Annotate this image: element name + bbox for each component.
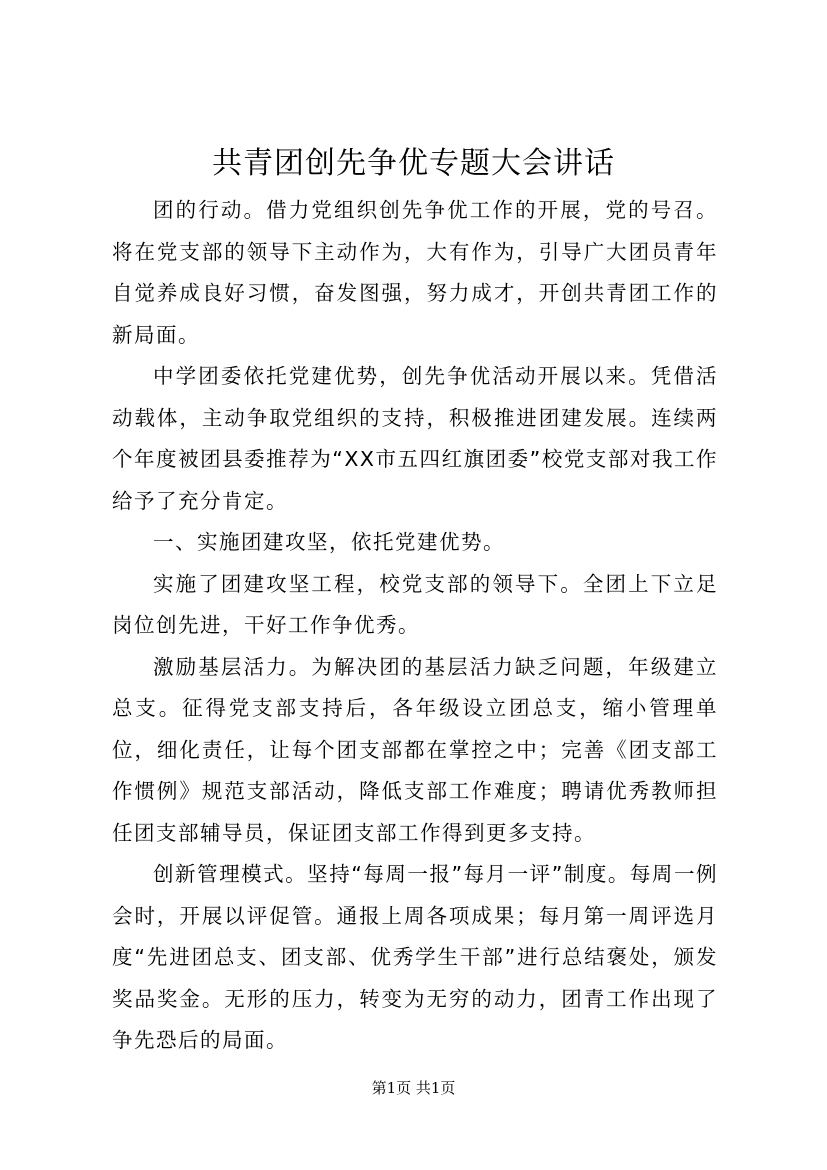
paragraph: 激励基层活力。为解决团的基层活力缺乏问题，年级建立总支。征得党支部支持后，各年级设立团总支，缩小管理单位，细化责任，让每个团支部都在掌控之中；完善《团支部工作惯例》规范支部活动，降低支部工作难度；聘请优秀教师担任团支部辅导员，保证团支部工作得到更多支持。 (112, 654, 718, 845)
paragraph: 中学团委依托党建优势，创先争优活动开展以来。凭借活动载体，主动争取党组织的支持，积极推进团建发展。连续两个年度被团县委推荐为“XX市五四红旗团委”校党支部对我工作给予了充分肯定。 (112, 364, 718, 513)
document-title: 共青团创先争优专题大会讲话 (212, 146, 615, 181)
paragraph: 创新管理模式。坚持“每周一报”每月一评”制度。每周一例会时，开展以评促管。通报上周各项成果；每月第一周评选月度“先进团总支、团支部、优秀学生干部”进行总结褒处，颁发奖品奖金。无形的压力，转变为无穷的动力，团青工作出现了争先恐后的局面。 (112, 862, 718, 1052)
section-heading: 一、实施团建攻坚，依托党建优势。 (153, 530, 505, 554)
paragraph: 实施了团建攻坚工程，校党支部的领导下。全团上下立足岗位创先进，干好工作争优秀。 (112, 571, 718, 637)
paragraph: 团的行动。借力党组织创先争优工作的开展，党的号召。将在党支部的领导下主动作为，大有作为，引导广大团员青年自觉养成良好习惯，奋发图强，努力成才，开创共青团工作的新局面。 (112, 198, 718, 347)
document-body (112, 190, 718, 1062)
page-footer: 第1页 共1页 (371, 1079, 456, 1097)
